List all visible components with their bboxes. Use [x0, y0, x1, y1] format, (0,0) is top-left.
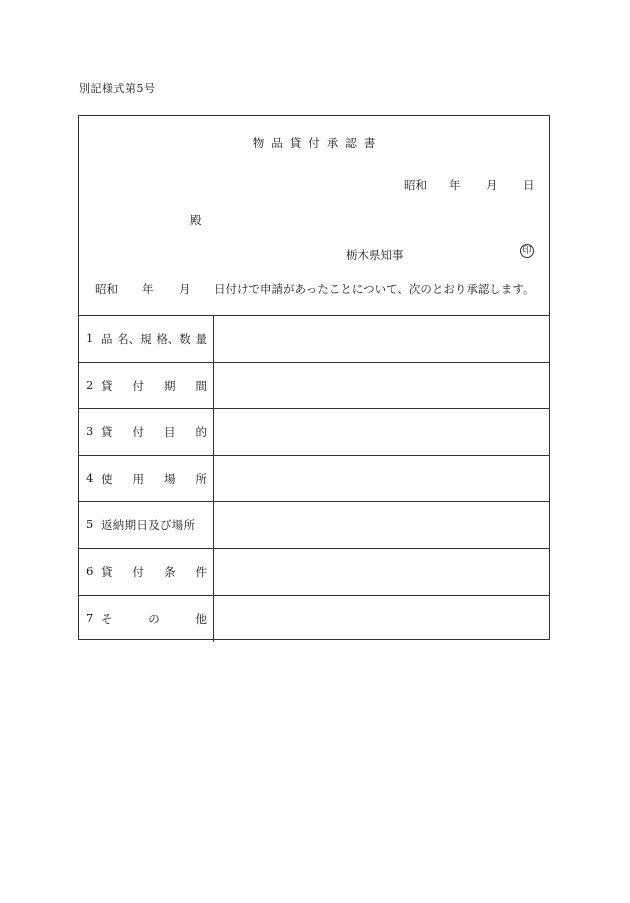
row-number: 3 [86, 424, 94, 439]
date-year-label: 年 [449, 178, 461, 192]
row-value-cell[interactable] [214, 409, 549, 455]
table-row [79, 596, 549, 643]
row-label-char: 的 [195, 425, 207, 440]
row-label [79, 502, 214, 548]
row-label-text [101, 331, 207, 347]
table-row [79, 409, 549, 456]
row-label-char: 名、規 [117, 332, 152, 346]
row-number: 2 [86, 377, 94, 392]
row-number: 6 [86, 563, 94, 578]
row-label-char: 貸 [101, 564, 113, 579]
seal-mark: 印 [520, 244, 534, 258]
addressee-honorific: 殿 [190, 213, 202, 227]
row-value-cell[interactable] [214, 363, 549, 409]
row-label [79, 316, 214, 362]
row-label [79, 456, 214, 502]
row-value-cell[interactable] [214, 596, 549, 643]
row-label-char: そ [101, 611, 113, 626]
row-number: 4 [86, 470, 94, 485]
row-label-char: 期 [164, 378, 176, 393]
row-value-cell[interactable] [214, 456, 549, 502]
row-label-text [101, 611, 207, 627]
statement-year-label: 年 [142, 282, 154, 296]
row-label-text [101, 424, 207, 440]
table-row [79, 363, 549, 410]
approval-statement [95, 281, 540, 297]
row-label-text: 返納期日及び場所 [101, 518, 196, 533]
row-label-char: 格、数 [156, 332, 191, 346]
row-label-char: 場 [164, 471, 176, 486]
row-label-char: 目 [164, 425, 176, 440]
row-label-text [101, 378, 207, 394]
date-day-label: 日 [523, 178, 535, 192]
row-value-cell[interactable] [214, 502, 549, 548]
date-month-label: 月 [486, 178, 498, 192]
row-number: 5 [86, 517, 94, 532]
table-row [79, 316, 549, 363]
row-label-char: 品 [101, 332, 113, 346]
form-header [79, 116, 549, 316]
row-label-char: 他 [195, 611, 207, 626]
row-label-char: の [148, 611, 160, 626]
row-label-char: 付 [132, 378, 144, 393]
row-label-char: 貸 [101, 425, 113, 440]
row-label-char: 量 [195, 332, 207, 346]
row-label-text [101, 564, 207, 580]
row-value-cell[interactable] [214, 549, 549, 595]
row-label [79, 363, 214, 409]
issuer-name: 栃木県知事 [346, 248, 404, 262]
row-label [79, 549, 214, 595]
row-number: 1 [86, 331, 94, 345]
date-era: 昭和 [404, 178, 427, 192]
item-table [79, 316, 549, 642]
row-number: 7 [86, 610, 94, 625]
form-number-label: 別記様式第5号 [79, 82, 156, 95]
row-label-char: 付 [132, 564, 144, 579]
statement-era: 昭和 [95, 282, 118, 296]
table-row [79, 502, 549, 549]
row-label-char: 間 [195, 378, 207, 393]
row-label-char: 用 [132, 471, 144, 486]
row-label-char: 条 [164, 564, 176, 579]
row-label-char: 貸 [101, 378, 113, 393]
row-label [79, 409, 214, 455]
row-value-cell[interactable] [214, 316, 549, 362]
row-label-text [101, 471, 207, 487]
statement-month-label: 月 [179, 282, 191, 296]
row-label-char: 件 [195, 564, 207, 579]
table-row [79, 549, 549, 596]
row-label-char: 付 [132, 425, 144, 440]
statement-text: 日付けで申請があったことについて、次のとおり承認します。 [214, 282, 535, 296]
table-row [79, 456, 549, 503]
approval-form [78, 115, 550, 640]
row-label-char: 所 [195, 471, 207, 486]
row-label [79, 596, 214, 643]
row-label-char: 使 [101, 471, 113, 486]
form-title: 物品貸付承認書 [252, 136, 383, 150]
